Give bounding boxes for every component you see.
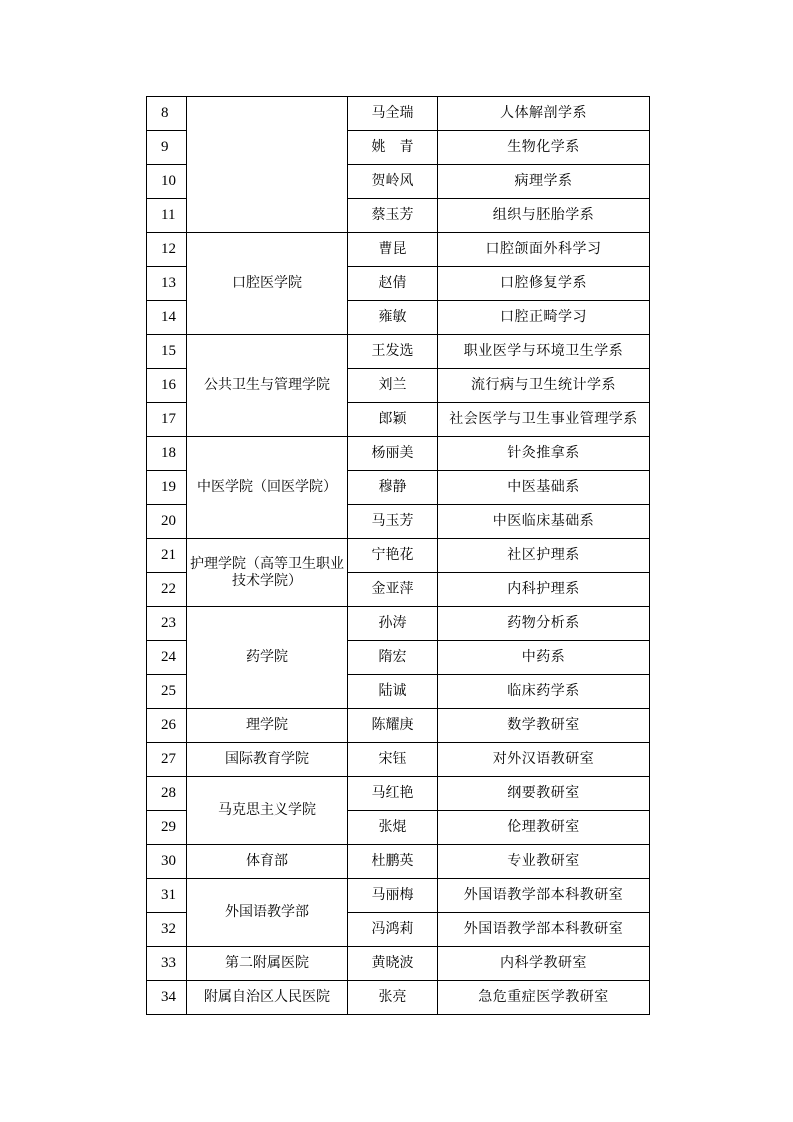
- teacher-name: 陈耀庚: [348, 709, 438, 743]
- row-number: 23: [147, 607, 187, 641]
- row-number: 24: [147, 641, 187, 675]
- college-cell: 药学院: [187, 607, 348, 709]
- college-cell: [187, 97, 348, 233]
- table-row: [147, 607, 650, 641]
- department-cell: 社会医学与卫生事业管理学系: [438, 403, 650, 437]
- teacher-name: 张焜: [348, 811, 438, 845]
- college-cell: 外国语教学部: [187, 879, 348, 947]
- row-number: 20: [147, 505, 187, 539]
- teacher-name: 蔡玉芳: [348, 199, 438, 233]
- row-number: 21: [147, 539, 187, 573]
- staff-table: [146, 96, 650, 1015]
- row-number: 16: [147, 369, 187, 403]
- teacher-name: 陆诚: [348, 675, 438, 709]
- college-cell: 体育部: [187, 845, 348, 879]
- department-cell: 数学教研室: [438, 709, 650, 743]
- row-number: 15: [147, 335, 187, 369]
- department-cell: 口腔正畸学习: [438, 301, 650, 335]
- teacher-name: 贺岭风: [348, 165, 438, 199]
- department-cell: 临床药学系: [438, 675, 650, 709]
- table-row: [147, 743, 650, 777]
- row-number: 29: [147, 811, 187, 845]
- department-cell: 职业医学与环境卫生学系: [438, 335, 650, 369]
- teacher-name: 张亮: [348, 981, 438, 1015]
- college-cell: 附属自治区人民医院: [187, 981, 348, 1015]
- department-cell: 内科护理系: [438, 573, 650, 607]
- row-number: 18: [147, 437, 187, 471]
- department-cell: 外国语教学部本科教研室: [438, 913, 650, 947]
- teacher-name: 黄晓波: [348, 947, 438, 981]
- college-cell: 口腔医学院: [187, 233, 348, 335]
- department-cell: 人体解剖学系: [438, 97, 650, 131]
- table-row: [147, 981, 650, 1015]
- teacher-name: 隋宏: [348, 641, 438, 675]
- department-cell: 药物分析系: [438, 607, 650, 641]
- department-cell: 中医基础系: [438, 471, 650, 505]
- college-cell: 中医学院（回医学院）: [187, 437, 348, 539]
- college-cell: 公共卫生与管理学院: [187, 335, 348, 437]
- row-number: 27: [147, 743, 187, 777]
- teacher-name: 马全瑞: [348, 97, 438, 131]
- teacher-name: 马玉芳: [348, 505, 438, 539]
- department-cell: 社区护理系: [438, 539, 650, 573]
- row-number: 25: [147, 675, 187, 709]
- row-number: 32: [147, 913, 187, 947]
- row-number: 28: [147, 777, 187, 811]
- department-cell: 中医临床基础系: [438, 505, 650, 539]
- table-row: [147, 233, 650, 267]
- college-cell: 护理学院（高等卫生职业技术学院）: [187, 539, 348, 607]
- table-row: [147, 97, 650, 131]
- table-row: [147, 539, 650, 573]
- teacher-name: 宋钰: [348, 743, 438, 777]
- college-cell: 理学院: [187, 709, 348, 743]
- department-cell: 内科学教研室: [438, 947, 650, 981]
- row-number: 31: [147, 879, 187, 913]
- row-number: 13: [147, 267, 187, 301]
- table-row: [147, 845, 650, 879]
- department-cell: 针灸推拿系: [438, 437, 650, 471]
- teacher-name: 马红艳: [348, 777, 438, 811]
- department-cell: 口腔修复学系: [438, 267, 650, 301]
- table-row: [147, 777, 650, 811]
- department-cell: 纲要教研室: [438, 777, 650, 811]
- teacher-name: 孙涛: [348, 607, 438, 641]
- department-cell: 专业教研室: [438, 845, 650, 879]
- teacher-name: 郎颖: [348, 403, 438, 437]
- teacher-name: 雍敏: [348, 301, 438, 335]
- college-cell: 国际教育学院: [187, 743, 348, 777]
- teacher-name: 刘兰: [348, 369, 438, 403]
- teacher-name: 赵倩: [348, 267, 438, 301]
- row-number: 22: [147, 573, 187, 607]
- table-row: [147, 879, 650, 913]
- row-number: 34: [147, 981, 187, 1015]
- teacher-name: 冯鸿莉: [348, 913, 438, 947]
- teacher-name: 杜鹏英: [348, 845, 438, 879]
- row-number: 9: [147, 131, 187, 165]
- department-cell: 外国语教学部本科教研室: [438, 879, 650, 913]
- row-number: 33: [147, 947, 187, 981]
- teacher-name: 曹昆: [348, 233, 438, 267]
- teacher-name: 宁艳花: [348, 539, 438, 573]
- staff-table-body: [147, 97, 650, 1015]
- row-number: 10: [147, 165, 187, 199]
- row-number: 14: [147, 301, 187, 335]
- department-cell: 对外汉语教研室: [438, 743, 650, 777]
- college-cell: 马克思主义学院: [187, 777, 348, 845]
- row-number: 19: [147, 471, 187, 505]
- department-cell: 中药系: [438, 641, 650, 675]
- department-cell: 病理学系: [438, 165, 650, 199]
- teacher-name: 姚 青: [348, 131, 438, 165]
- department-cell: 流行病与卫生统计学系: [438, 369, 650, 403]
- row-number: 8: [147, 97, 187, 131]
- row-number: 17: [147, 403, 187, 437]
- row-number: 12: [147, 233, 187, 267]
- teacher-name: 金亚萍: [348, 573, 438, 607]
- row-number: 26: [147, 709, 187, 743]
- department-cell: 伦理教研室: [438, 811, 650, 845]
- department-cell: 组织与胚胎学系: [438, 199, 650, 233]
- department-cell: 生物化学系: [438, 131, 650, 165]
- row-number: 11: [147, 199, 187, 233]
- table-row: [147, 947, 650, 981]
- table-row: [147, 709, 650, 743]
- table-row: [147, 437, 650, 471]
- teacher-name: 杨丽美: [348, 437, 438, 471]
- department-cell: 口腔颌面外科学习: [438, 233, 650, 267]
- department-cell: 急危重症医学教研室: [438, 981, 650, 1015]
- college-cell: 第二附属医院: [187, 947, 348, 981]
- row-number: 30: [147, 845, 187, 879]
- teacher-name: 王发选: [348, 335, 438, 369]
- table-row: [147, 335, 650, 369]
- teacher-name: 马丽梅: [348, 879, 438, 913]
- teacher-name: 穆静: [348, 471, 438, 505]
